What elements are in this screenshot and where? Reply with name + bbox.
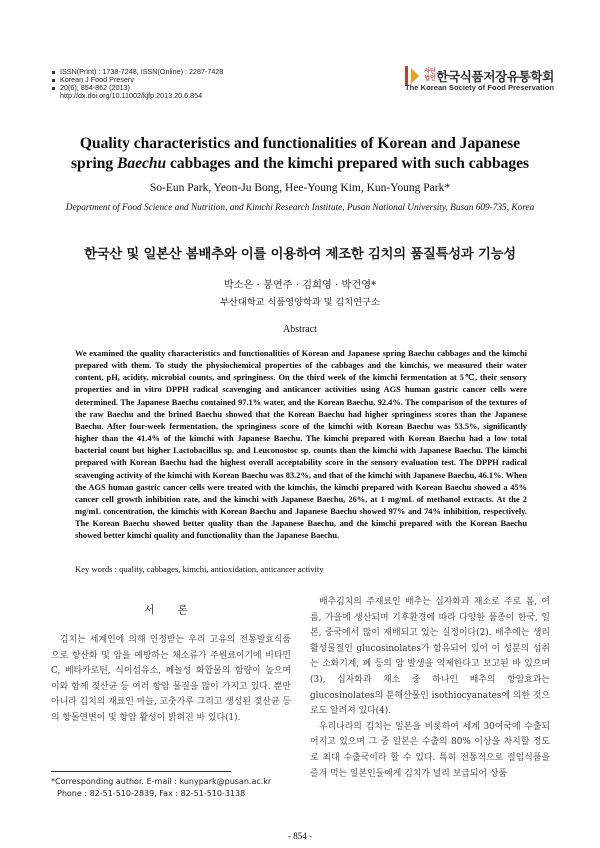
title-text: spring [70, 155, 118, 172]
page-number: - 854 - [288, 831, 312, 841]
doi-link[interactable]: http://dx.doi.org/10.11002/kjfp.2013.20.6.854 [60, 91, 203, 100]
title-line-2 [40, 154, 560, 174]
society-name-en: The Korean Society of Food Preservation [405, 83, 554, 92]
journal-name: Korean J Food Preserv [60, 75, 134, 84]
footnote-divider [51, 771, 231, 772]
department: Department of Food Science and Nutrition, and Kimchi Research Institute, Pusan National University, Busan 609-735, Korea [65, 203, 535, 213]
footnote [51, 776, 301, 800]
intro-left-column: 김치는 세계인에 의해 인정받는 우리 고유의 전통발효식품으로 항산화 및 암을 예방하는 채소류가 주원료이기에 비타민 C, 베타카로틴, 식이섬유소, 페놀성 화합물의 함량이 높으며 이와 함께 젖산균 등 여러 항암 물질을 많이 가지고 있다. 뿐만 아니라 김치의 재료인 마늘, 고춧가루 그리고 생성된 젖산균 등의 항돌연변이 및 항암 활성이 밝혀진 바 있다(1). [51, 635, 291, 723]
bullet-icon [52, 87, 55, 90]
intro-right-column [310, 595, 550, 782]
authors-en: So-Eun Park, Yeon-Ju Bong, Hee-Young Kim, Kun-Young Park* [149, 182, 451, 194]
title-text: cabbages and the kimchi prepared with such cabbages [166, 155, 530, 172]
society-name-ko: 한국식품저장유통학회 [436, 69, 554, 84]
affiliation-ko: 부산대학교 식품영양학과 및 김치연구소 [220, 297, 380, 308]
title-italic: Baechu [117, 155, 167, 172]
abstract-body: We examined the quality characteristics and functionalities of Korean and Japanese spring Baechu cabbages and the kimchi prepared with them. To study the physiochemical properties of the cabbages and the kimchis, we measured their water content, pH, acidity, microbial counts, and springiness. On the third week of the kimchi fermentation at 5℃, their sensory properties and in vitro DPPH radical scavenging and anticancer activities using AGS human gastric cancer cells were determined. The Japanese Baechu contained 97.1% water, and the Korean Baechu, 92.4%. The comparison of the textures of the raw Baechu and the brined Baechu showed that the Korean Baechu had higher springiness scores than the Japanese Baechu. After four-week fermentation, the springiness score of the kimchi with Korean Baechu was 53.5%, significantly higher than the 41.4% of the kimchi with Japanese Baechu. The kimchi prepared with Korean Baechu had a low total bacterial count but higher Lactobacillus sp. and Leuconostoc sp. counts than the kimchi with Japanese Baechu. The kimchi prepared with Korean Baechu had the highest overall acceptability score in the sensory evaluation test. The DPPH radical scavenging activity of the kimchi with Korean Baechu was 83.2%, and that of the kimchi with Japanese Baechu, 46.1%. When the AGS human gastric cancer cells were treated with the kimchis, the kimchi prepared with Korean Baechu showed a 45% cancer cell growth inhibition rate, and the kimchi with Japanese Baechu, 26%, at 1 mg/mL of methanol extracts. At the 2 mg/mL concentration, the kimchis with Korean Baechu and Japanese Baechu showed 97% and 74% inhibition, respectively. The Korean Baechu showed better quality than the Japanese Baechu, and the kimchi prepared with the Korean Baechu showed better kimchi quality and functionality than the Japanese Baechu. [75, 349, 527, 541]
abstract-heading: Abstract [283, 324, 317, 335]
paper-title-en [40, 134, 560, 174]
corresponding-author: *Corresponding author. E-mail : kunypark@pusan.ac.kr [51, 777, 272, 786]
section-heading-introduction: 서 론 [144, 604, 198, 616]
paper-title-ko: 한국산 및 일본산 봄배추와 이를 이용하여 제조한 김치의 품질특성과 기능성 [84, 247, 516, 262]
bullet-icon [52, 79, 55, 82]
keywords-list: quality, cabbages, kimchi, antioxidation, anticancer activity [119, 564, 324, 574]
issn-line: ISSN(Print) : 1738-7248, ISSN(Online) : 2287-7428 [60, 67, 224, 76]
bullet-icon [52, 71, 55, 74]
intro-paragraph: 배추김치의 주재료인 배추는 십자화과 채소로 주로 봄, 여름, 가을에 생산되며 기후환경에 따라 다양한 품종이 한국, 일본, 중국에서 많이 재배되고 있는 실정이다(2). 배추에는 생리활성물질인 glucosinolates가 함유되어 있어 이 성분의 섭취는 소화기계, 폐 등의 암 발생을 억제한다고 보고된 바 있으며(3), 십자화과 채소 중 하나인 배추의 항암효과는 glucosinolates의 분해산물인 isothiocyanates에 의한 것으로도 알려져 있다(4). [310, 597, 550, 717]
title-line-1: Quality characteristics and functionalities of Korean and Japanese [79, 135, 521, 152]
intro-paragraph: 우리나라의 김치는 일본을 비롯하여 세계 30여국에 수출되어지고 있으며 그 중 일본은 수출의 80% 이상을 차지할 정도로 최대 수출국이라 할 수 있다. 특히 전통적으로 절임식품을 즐겨 먹는 일본인들에게 김치가 널리 보급되어 상품 [310, 721, 550, 779]
contact-phone: Phone : 82-51-510-2839, Fax : 82-51-510-3138 [57, 789, 246, 798]
society-small-label: 사단법인 [424, 69, 436, 82]
keywords [75, 564, 527, 574]
volume-info: 20(6), 854-862 (2013) [60, 83, 130, 92]
journal-info [52, 68, 223, 100]
keywords-label: Key words : [75, 564, 118, 574]
authors-ko: 박소은 · 봉연주 · 김희영 · 박건영* [223, 280, 377, 291]
spacer [52, 95, 55, 98]
